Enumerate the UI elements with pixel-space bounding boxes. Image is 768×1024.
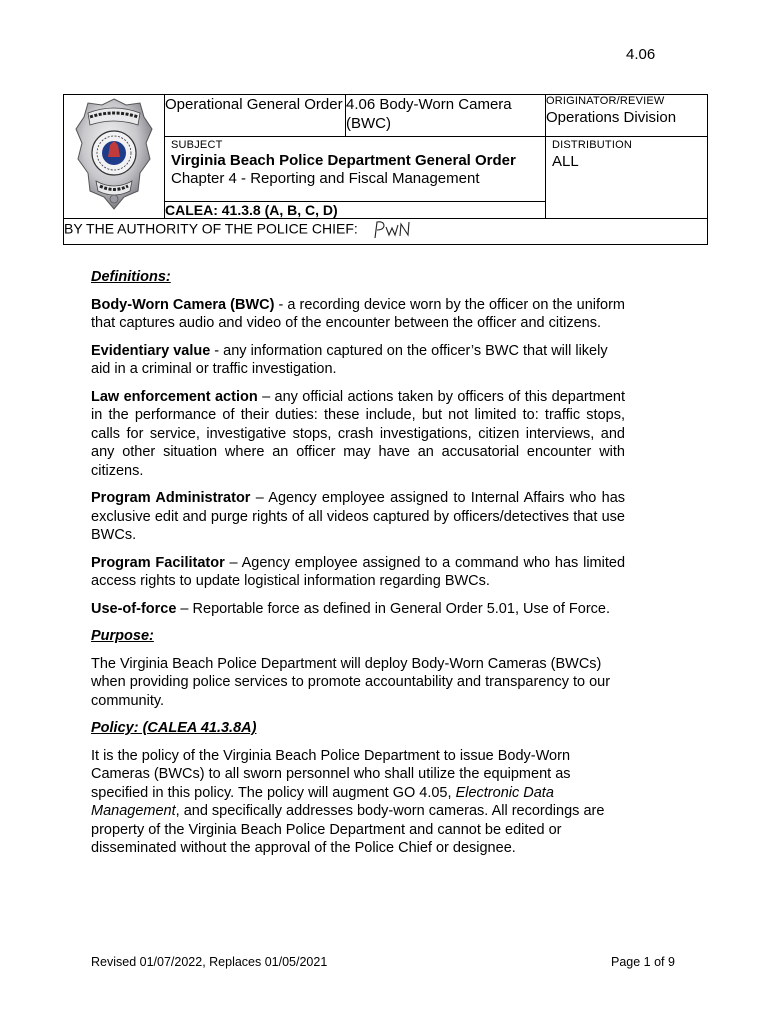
order-title: 4.06 Body-Worn Camera (BWC) — [346, 95, 546, 137]
definition-item — [91, 388, 625, 481]
definition-term: Law enforcement action — [91, 388, 258, 405]
revision-note: Revised 01/07/2022, Replaces 01/05/2021 — [91, 955, 328, 969]
subject-title: Virginia Beach Police Department General Order — [171, 152, 516, 169]
definition-item — [91, 489, 625, 545]
purpose-text: The Virginia Beach Police Department will deploy Body-Worn Cameras (BWCs) when providing police services to promote accountability and transparency to our community. — [91, 655, 611, 709]
subject-chapter: Chapter 4 - Reporting and Fiscal Management — [171, 170, 480, 187]
distribution-caption: DISTRIBUTION — [552, 139, 633, 151]
definition-term: Program Facilitator — [91, 554, 225, 571]
definition-term: Use-of-force — [91, 600, 177, 617]
definition-text: – any official actions taken by officers of this department in the performance of their duties: these include, but not limited to: traffic stops, calls for service, investigative stops, crash investigations, citizen interviews, and any other situation where an officer may have an accusatorial encounter with citizens. — [91, 388, 625, 479]
definition-item — [91, 296, 625, 333]
definition-text: – Reportable force as defined in General Order 5.01, Use of Force. — [176, 600, 611, 617]
definition-item — [91, 342, 625, 379]
subject-caption: SUBJECT — [171, 139, 223, 151]
calea-reference: CALEA: 41.3.8 (A, B, C, D) — [165, 202, 546, 219]
document-body — [91, 268, 625, 867]
definition-item — [91, 600, 625, 619]
page-count: Page 1 of 9 — [611, 955, 675, 969]
originator-value: Operations Division — [546, 109, 677, 126]
policy-text — [91, 747, 625, 858]
policy-heading: Policy: (CALEA 41.3.8A) — [91, 720, 257, 736]
policy-text-end: , and specifically addresses body-worn cameras. All recordings are property of the Virginia Beach Police Department and cannot be edited or disseminated without the approval of the Police Chief or designee. — [91, 803, 605, 856]
definitions-heading: Definitions: — [91, 269, 171, 285]
authority-row — [64, 219, 708, 245]
originator-caption: ORIGINATOR/REVIEW — [546, 95, 665, 107]
purpose-heading: Purpose: — [91, 628, 154, 644]
policy-text-italic: Electronic Data Management — [91, 784, 554, 819]
order-header-table — [63, 94, 708, 245]
originator-cell — [546, 95, 708, 137]
distribution-cell — [546, 137, 708, 219]
authority-text: BY THE AUTHORITY OF THE POLICE CHIEF: — [64, 220, 358, 237]
badge-cell — [64, 95, 165, 219]
definition-term: Body-Worn Camera (BWC) — [91, 296, 275, 313]
order-type: Operational General Order — [165, 95, 346, 137]
definition-item — [91, 554, 625, 591]
policy-text-start: It is the policy of the Virginia Beach Police Department to issue Body-Worn Cameras (BWCs) to all sworn personnel who shall utilize the equipment as specified in this policy. The policy will augment GO 4.05, — [91, 747, 571, 801]
definition-term: Evidentiary value — [91, 342, 211, 359]
definition-text: – Agency employee assigned to Internal Affairs who has exclusive edit and purge rights of all videos captured by officers/detectives that use BWCs. — [91, 490, 626, 543]
page-number: 4.06 — [626, 46, 656, 63]
definition-text: - any information captured on the officer’s BWC that will likely aid in a criminal or traffic investigation. — [91, 342, 608, 377]
police-badge-icon — [74, 95, 154, 213]
subject-cell — [165, 137, 546, 202]
distribution-value: ALL — [552, 153, 579, 170]
initials-signature-icon — [372, 219, 412, 241]
definition-text: – Agency employee assigned to a command who has limited access rights to update logistical information regarding BWCs. — [91, 554, 626, 589]
definition-text: - a recording device worn by the officer on the uniform that captures audio and video of the encounter between the officer and citizens. — [91, 296, 625, 331]
definition-term: Program Administrator — [91, 490, 251, 506]
